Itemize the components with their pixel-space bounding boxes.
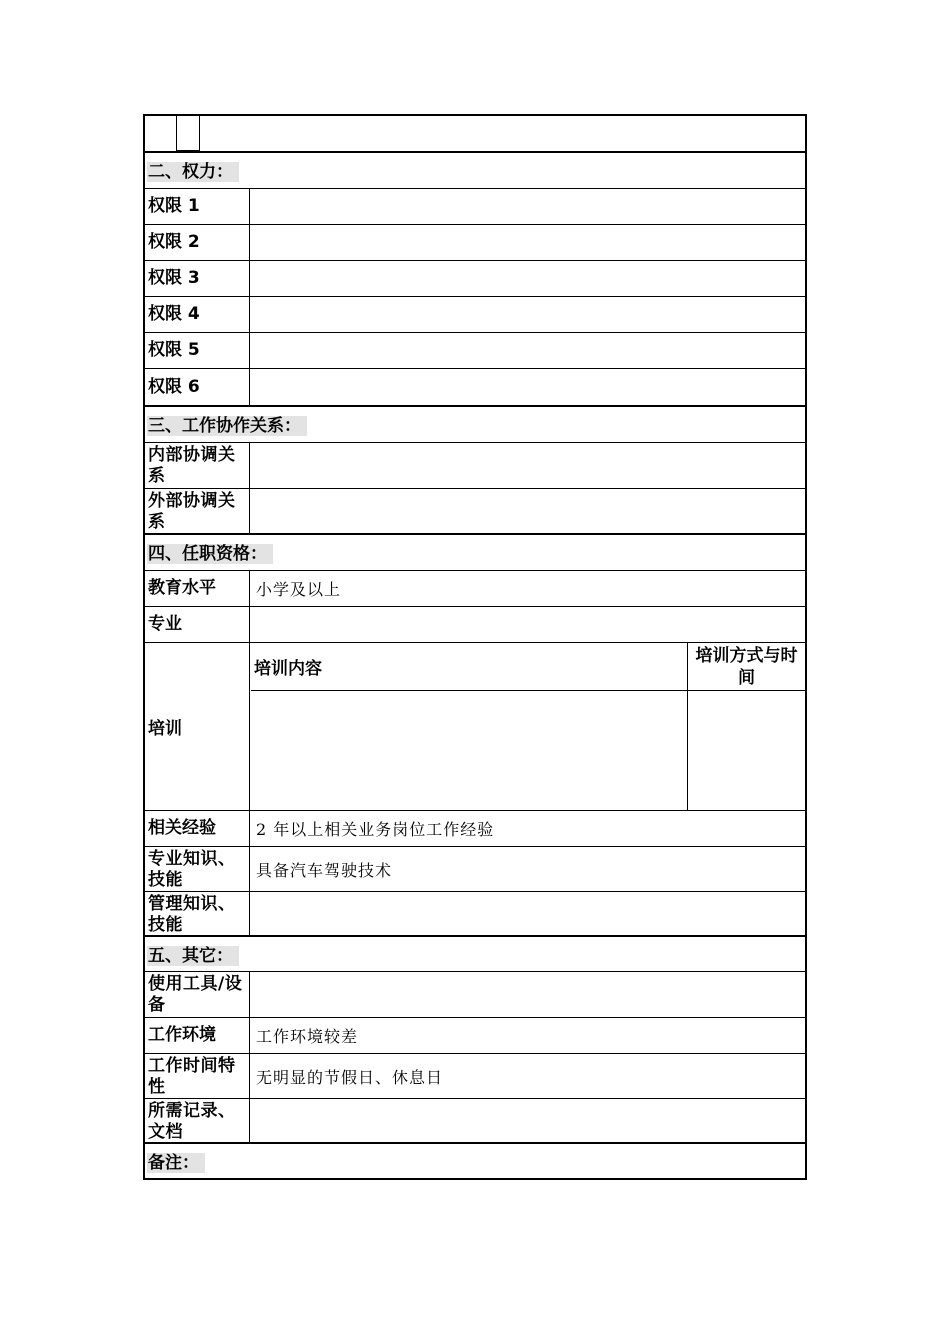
internal-relations-value	[251, 443, 805, 488]
blank-cell	[176, 114, 200, 151]
authority-value	[251, 225, 805, 260]
section-relations-header	[145, 407, 805, 443]
management-skills-label: 管理知识、技能	[145, 892, 250, 935]
section-title: 五、其它：	[147, 946, 239, 966]
internal-relations-row	[145, 443, 805, 489]
training-content-header: 培训内容	[251, 643, 688, 691]
authority-value	[251, 261, 805, 296]
section-other-header	[145, 937, 805, 972]
authority-row	[145, 297, 805, 333]
notes-row	[145, 1144, 805, 1178]
section-title: 四、任职资格：	[147, 544, 273, 564]
tools-label: 使用工具/设备	[145, 972, 250, 1017]
records-label: 所需记录、文档	[145, 1099, 250, 1142]
education-value: 小学及以上	[256, 580, 342, 599]
authority-label: 权限 1	[145, 189, 250, 224]
skills-label: 专业知识、技能	[145, 847, 250, 891]
authority-label: 权限 4	[145, 297, 250, 332]
authority-value	[251, 369, 805, 405]
work-time-row	[145, 1054, 805, 1099]
external-relations-row	[145, 489, 805, 535]
experience-row	[145, 811, 805, 847]
authority-label: 权限 5	[145, 333, 250, 368]
authority-row	[145, 189, 805, 225]
training-content-cell	[251, 691, 688, 810]
top-blank-row	[145, 116, 805, 153]
environment-label: 工作环境	[145, 1018, 250, 1053]
authority-value	[251, 189, 805, 224]
section-authority-header	[145, 153, 805, 189]
authority-row	[145, 261, 805, 297]
external-relations-value	[251, 489, 805, 533]
authority-label: 权限 6	[145, 369, 250, 405]
records-value	[251, 1099, 805, 1142]
experience-value: 2 年以上相关业务岗位工作经验	[256, 820, 495, 839]
training-row	[145, 643, 805, 811]
section-qualifications-header	[145, 535, 805, 571]
tools-value	[251, 972, 805, 1017]
environment-value: 工作环境较差	[256, 1027, 359, 1046]
authority-label: 权限 2	[145, 225, 250, 260]
internal-relations-label: 内部协调关系	[145, 443, 250, 488]
notes-label: 备注：	[147, 1153, 205, 1173]
skills-value: 具备汽车驾驶技术	[256, 860, 393, 880]
education-row	[145, 571, 805, 607]
authority-value	[251, 297, 805, 332]
section-title: 二、权力：	[147, 162, 239, 182]
experience-label: 相关经验	[145, 811, 250, 846]
training-method-cell	[688, 691, 805, 810]
authority-row	[145, 369, 805, 407]
education-label: 教育水平	[145, 571, 250, 606]
training-label: 培训	[145, 643, 250, 810]
records-row	[145, 1099, 805, 1144]
tools-row	[145, 972, 805, 1018]
work-time-value: 无明显的节假日、休息日	[256, 1067, 444, 1087]
job-description-form	[143, 114, 807, 1180]
environment-row	[145, 1018, 805, 1054]
authority-row	[145, 225, 805, 261]
major-row	[145, 607, 805, 643]
major-value	[251, 607, 805, 642]
section-title: 三、工作协作关系：	[147, 416, 307, 436]
authority-label: 权限 3	[145, 261, 250, 296]
external-relations-label: 外部协调关系	[145, 489, 250, 533]
management-skills-value	[251, 892, 805, 935]
major-label: 专业	[145, 607, 250, 642]
authority-value	[251, 333, 805, 368]
authority-row	[145, 333, 805, 369]
skills-row	[145, 847, 805, 892]
training-method-header: 培训方式与时间	[688, 643, 805, 691]
management-skills-row	[145, 892, 805, 937]
work-time-label: 工作时间特性	[145, 1054, 250, 1098]
